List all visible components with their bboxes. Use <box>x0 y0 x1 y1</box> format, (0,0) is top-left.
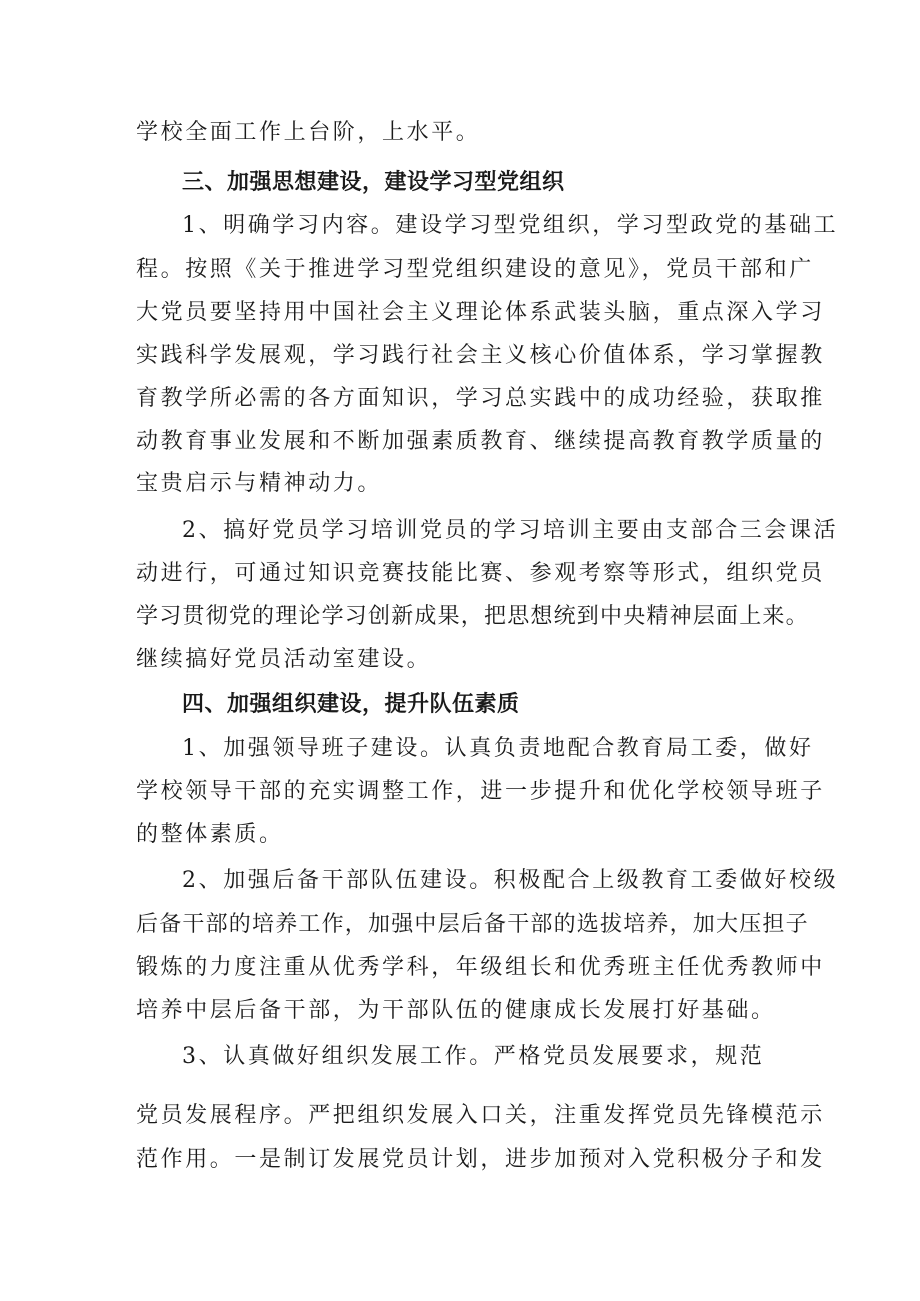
paragraph-line: 党员发展程序。严把组织发展入口关，注重发挥党员先锋模范示 <box>136 1103 825 1128</box>
paragraph-line: 2、搞好党员学习培训党员的学习培训主要由支部合三会课活 <box>182 518 839 543</box>
paragraph-line: 程。按照《关于推进学习型党组织建设的意见》，党员干部和广 <box>136 257 814 282</box>
paragraph-line: 1、明确学习内容。建设学习型党组织，学习型政党的基础工 <box>182 213 839 238</box>
paragraph-line: 宝贵启示与精神动力。 <box>136 471 383 496</box>
paragraph-line: 实践科学发展观，学习践行社会主义核心价值体系，学习掌握教 <box>136 343 825 368</box>
paragraph-line: 动教育事业发展和不断加强素质教育、继续提高教育教学质量的 <box>136 429 825 454</box>
section-heading-3: 三、加强思想建设，建设学习型党组织 <box>182 170 565 195</box>
paragraph-line: 动进行，可通过知识竞赛技能比赛、参观考察等形式，组织党员 <box>136 561 825 586</box>
paragraph-line: 大党员要坚持用中国社会主义理论体系武装头脑，重点深入学习 <box>136 300 825 325</box>
paragraph-line: 培养中层后备干部，为干部队伍的健康成长发展打好基础。 <box>136 998 776 1023</box>
paragraph-line: 学习贯彻党的理论学习创新成果，把思想统到中央精神层面上来。 <box>136 604 809 629</box>
paragraph-line: 锻炼的力度注重从优秀学科，年级组长和优秀班主任优秀教师中 <box>136 955 825 980</box>
paragraph-line: 范作用。一是制订发展党员计划，进步加预对入党积极分子和发 <box>136 1147 825 1172</box>
paragraph-line: 学校领导干部的充实调整工作，进一步提升和优化学校领导班子 <box>136 779 825 804</box>
paragraph-line: 2、加强后备干部队伍建设。积极配合上级教育工委做好校级 <box>182 868 839 893</box>
paragraph-line: 后备干部的培养工作，加强中层后备干部的选拔培养，加大压担子 <box>136 912 809 937</box>
paragraph-line: 育教学所必需的各方面知识，学习总实践中的成功经验，获取推 <box>136 386 825 411</box>
paragraph-line: 1、加强领导班子建设。认真负责地配合教育局工委，做好 <box>182 736 814 761</box>
paragraph-line: 学校全面工作上台阶，上水平。 <box>136 120 481 145</box>
paragraph-line: 的整体素质。 <box>136 822 284 847</box>
section-heading-4: 四、加强组织建设，提升队伍素质 <box>182 692 520 717</box>
paragraph-line: 继续搞好党员活动室建设。 <box>136 647 432 672</box>
paragraph-line: 3、认真做好组织发展工作。严格党员发展要求，规范 <box>182 1044 765 1069</box>
